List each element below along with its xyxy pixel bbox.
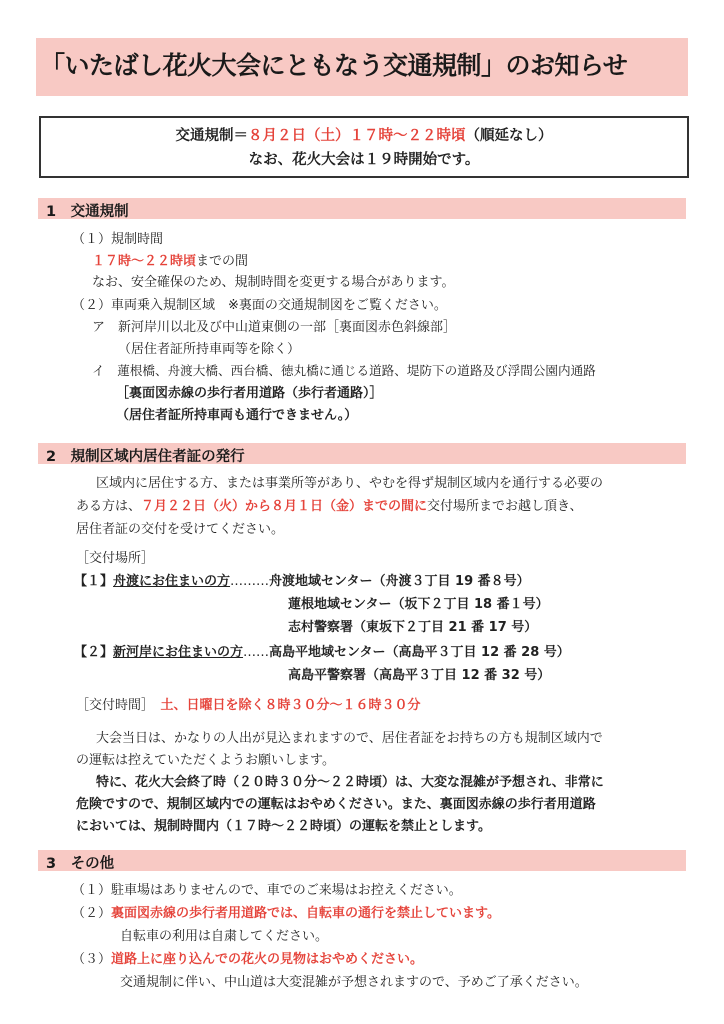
s2-g2-line-2: 高島平警察署（高島平３丁目 12 番 32 号） (288, 668, 551, 683)
s3-item-1: （１）駐車場はありませんので、車でのご来場はお控えください。 (72, 883, 462, 898)
s2-g2-who: 新河岸にお住まいの方 (113, 645, 244, 660)
s3-item-2-red: 裏面図赤線の歩行者用道路では、自転車の通行を禁止しています。 (111, 906, 500, 921)
s3-item-2 (72, 902, 500, 921)
s2-warning-1: 特に、花火大会終了時（２０時３０分～２２時頃）は、大変な混雑が予想され、非常に (96, 775, 604, 790)
s2-p1: 区域内に居住する方、または事業所等があり、やむを得ず規制区域内を通行する必要の (96, 476, 604, 491)
section-1-band (38, 198, 686, 219)
notice-suffix: （順延なし） (465, 128, 553, 144)
s3-item-3-sub: 交通規制に伴い、中山道は大変混雑が予想されますので、予めご了承ください。 (120, 975, 588, 990)
section-2-title: 2 規制区域内居住者証の発行 (46, 449, 245, 465)
s3-item-3-label: （３） (72, 952, 112, 967)
s2-group-2 (74, 641, 570, 660)
notice-prefix: 交通規制＝ (175, 128, 248, 144)
section-3-band (38, 850, 686, 871)
s2-group-1 (74, 570, 530, 589)
s1-item2-label: （２）車両乗入規制区域 ※裏面の交通規制図をご覧ください。 (72, 298, 447, 313)
s2-note-1: 大会当日は、かなりの人出が見込まれますので、居住者証をお持ちの方も規制区域内で (96, 731, 603, 746)
s2-g2-label: 【２】 (74, 645, 114, 660)
s2-p2-prefix: ある方は、 (76, 499, 142, 514)
s1-item1-time (92, 250, 248, 269)
s2-p2-suffix: 交付場所までお越し頂き、 (427, 499, 583, 514)
notice-box (39, 116, 689, 178)
s3-item-3 (72, 948, 423, 967)
notice-line-2: なお、花火大会は１９時開始です。 (248, 152, 480, 168)
notice-date-time: ８月２日（土）１７時～２２時頃 (248, 128, 466, 144)
page-title: 「いたばし花火大会にともなう交通規制」のお知らせ (40, 51, 628, 80)
s2-g1-label: 【１】 (74, 574, 114, 589)
s3-item-2-label: （２） (72, 906, 112, 921)
s1-i-text: イ 蓮根橋、舟渡大橋、西台橋、徳丸橋に通じる道路、堤防下の道路及び浮間公園内通路 (92, 363, 596, 378)
s1-time-red: １７時～２２時頃 (92, 254, 197, 269)
s1-item1-label: （１）規制時間 (72, 232, 164, 247)
s1-a-text: ア 新河岸川以北及び中山道東側の一部［裏面図赤色斜線部］ (92, 320, 457, 335)
s2-p3: 居住者証の交付を受けてください。 (76, 522, 285, 537)
s1-i-red-2: （居住者証所持車両も通行できません。） (116, 408, 358, 423)
s1-a-sub: （居住者証所持車両等を除く） (118, 342, 301, 357)
s2-warning-2: 危険ですので、規制区域内での運転はおやめください。また、裏面図赤線の歩行者用道路 (76, 797, 596, 812)
s2-g1-line-3: 志村警察署（東坂下２丁目 21 番 17 号） (288, 620, 538, 635)
s2-g1-who: 舟渡にお住まいの方 (113, 574, 231, 589)
s2-p2 (76, 495, 583, 514)
s2-g2-line-1: 高島平地域センター（高島平３丁目 12 番 28 号） (269, 645, 570, 660)
section-3-title: 3 その他 (46, 856, 115, 872)
s2-time (76, 694, 421, 713)
s3-item-2-sub: 自転車の利用は自粛してください。 (120, 929, 329, 944)
section-1-title: 1 交通規制 (46, 204, 129, 220)
s2-g1-line-1: 舟渡地域センター（舟渡３丁目 19 番８号） (269, 574, 530, 589)
s2-g1-line-2: 蓮根地域センター（坂下２丁目 18 番１号） (288, 597, 549, 612)
s2-g1-dots: ……… (230, 574, 270, 589)
s2-time-red: 土、日曜日を除く８時３０分～１６時３０分 (160, 698, 421, 713)
s2-g2-dots: …… (243, 645, 270, 660)
s2-place-header: ［交付場所］ (76, 551, 155, 566)
s2-warning-3: においては、規制時間内（１７時～２２時頃）の運転を禁止とします。 (76, 819, 491, 834)
s2-time-header: ［交付時間］ (76, 698, 148, 713)
s1-time-suffix: までの間 (196, 254, 249, 269)
s2-note-2: の運転は控えていただくようお願いします。 (76, 753, 335, 768)
notice-line-1 (41, 124, 687, 145)
s2-p2-dates: ７月２２日（火）から８月１日（金）までの間に (141, 499, 428, 514)
s1-item1-note: なお、安全確保のため、規制時間を変更する場合があります。 (92, 275, 455, 290)
s3-item-3-red: 道路上に座り込んでの花火の見物はおやめください。 (111, 952, 424, 967)
s1-i-red-1: ［裏面図赤線の歩行者用道路（歩行者通路）］ (116, 386, 383, 401)
